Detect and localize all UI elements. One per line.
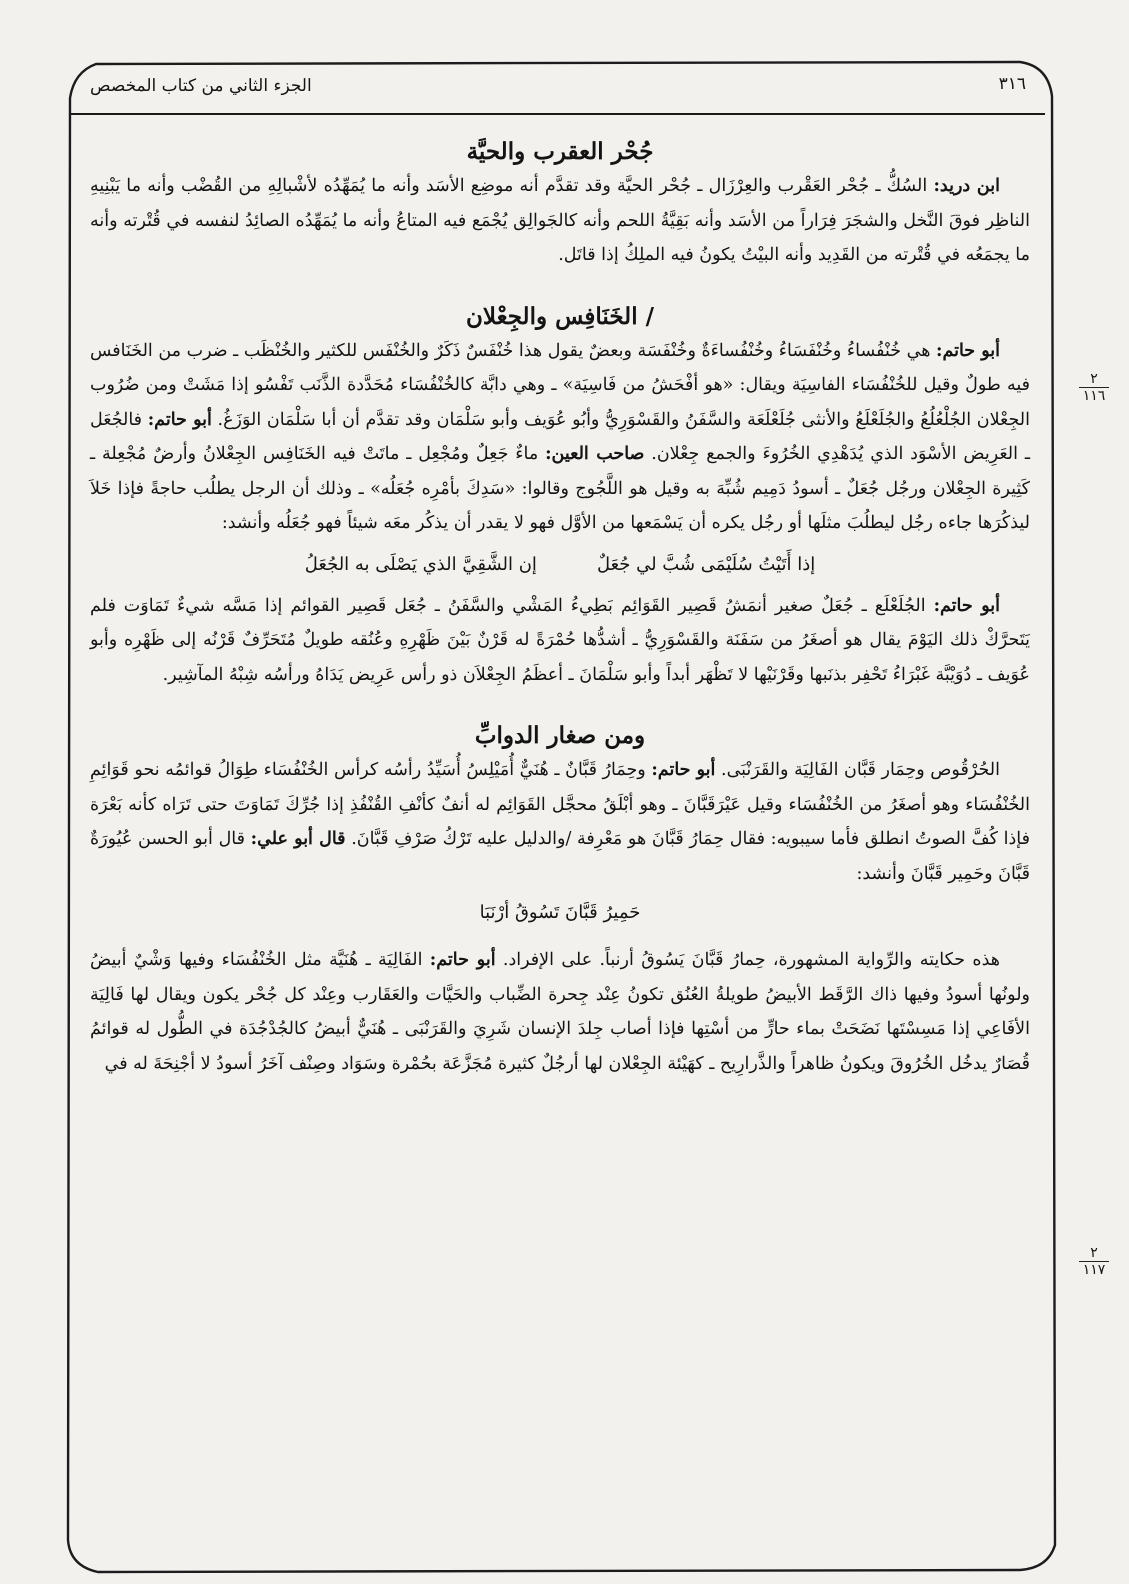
margin-ref-denominator: ١١٦ <box>1082 388 1106 404</box>
margin-ref-numerator: ٢ <box>1090 1245 1098 1261</box>
paragraph-text: السُكُّ ـ جُحْر العَقْرب والعِرْزَال ـ جُحْر الحيَّة وقد تقدَّم أنه موضِع الأسَد وأنه ما يُمَهِّدُه لأشْبالِهِ من القُضْب وأنه ما يَبْنِيهِ الناظِر فوقَ النَّخل والشجَرَ فِرَاراً من الأسَد وأنه بَقِيَّةُ اللحم وأنه كالجَوالِق يُجْمَع فيه المتاعُ وأنه ما يُمَهِّدُه الصائِدُ لنفسه في قُتْرته وأنه ما يجمَعُه في قُتْرته من القَدِيد وأنه البيْتُ يكونُ فيه الملِكُ إذا قاتَل. <box>90 176 1030 265</box>
book-title: الجزء الثاني من كتاب المخصص <box>90 76 312 96</box>
margin-reference <box>1079 1246 1109 1277</box>
paragraph-text: الحُرْقُوص وحِمَار قَبَّان الفَالِيَة والقَرَنْبَى. <box>715 760 1000 780</box>
paragraph <box>90 589 1030 693</box>
margin-reference <box>1079 372 1109 403</box>
margin-ref-numerator: ٢ <box>1090 371 1098 387</box>
poetry-verse: حَمِيرُ قَبَّانَ تَسُوقُ أرْنَبَا <box>479 902 641 923</box>
section-heading: جُحْر العقرب والحيَّة <box>466 138 654 165</box>
speaker-name: قال أبو علي: <box>250 829 346 849</box>
paragraph <box>90 943 1030 1081</box>
poetry-verse <box>90 547 1030 583</box>
speaker-name: ابن دريد: <box>933 176 1000 196</box>
header-rule <box>70 113 1045 115</box>
paragraph-text: هي خُنْفُساءُ وخُنْفَسَاءُ وخُنْفُساءَةٌ وخُنْفَسَة وبعضٌ يقول هذا خُنْفَسٌ ذَكَرٌ والخُنْفَس للكثير والخُنْظَب ـ ضرب من الخَنَافس فيه طولٌ وقيل للخُنْفُسَاء الفاسِيَة ويقال: «هو أفْحَشُ من فَاسِيَة» ـ وهي دابَّة كالخُنْفُسَاء مُحَدَّدة الذَّنَب تَفْسُو إذا مَشَتْ ومن ضُرُوب الجِعْلان الجُلْعُلُعُ والجُلَعْلَعُ والأنثى جُلَعْلَعَة والسَّفَنُ والقَسْوَرِيُّ وأبُو عُوَيف وأبو سَلْمَان وقد تقدَّم أن أبا سَلْمَان الوَزَغُ. <box>90 340 1030 430</box>
paragraph-text: وحِمَارُ قَبَّانٌ ـ هُنَيٌّ أُمَيْلِسُ أُسَيِّدُ رأسُه كرأس الخُنْفُسَاء طِوَالُ قوائمُه نحو قَوَائِمِ الخُنْفُسَاء وهو أصغَرُ من الخُنْفُسَاء وقيل عَيْرَقَبَّانَ ـ وهو أبْلَقُ محجَّل القَوَائِم له أنفٌ كأنْفِ القُنْفُذِ إذا جُرِّكَ تَمَاوَتَ حتى تَرَاه كأنه بَعْرَة فإذا كُفَّ الصوتُ انطلق فأما سيبويه: فقال حِمَارُ قَبَّانَ هو مَعْرِفة /والدليل عليه تَرْكُ صَرْفِ قَبَّانَ. <box>90 760 1031 849</box>
margin-ref-denominator: ١١٧ <box>1082 1262 1106 1278</box>
paragraph <box>90 753 1030 891</box>
paragraph-text: الفَالِيَة ـ هُنَيَّة مثل الخُنْفُسَاء وفيها وَشْيٌ أبيضُ ولونُها أسودُ وفيها ذاك الرَّقَط الأبيضُ طويلةُ العُنُق تكونُ عِنْد جِحرة الضِّباب والحَيَّات والعَقَارب وعِنْد كل جُحْر يكون ويقال لها فَالِيَة الأفَاعِي إذا مَسِسْتَها نَضَحَتْ بماء حارٍّ من أسْتِها فإذا أصاب جِلدَ الإنسان شَرِيَ والقَرَنْبَى ـ هُنَيٌّ أبيضُ كالجُدْجُدَة في الطُّول له قوائمُ قُصَارٌ يدخُل الخُرُوقَ ويكونُ ظاهراً والذَّرارِيح ـ كهَيْئة الجِعْلان لها أرجُلٌ كثيرة مُجَزَّعَة بحُمْرة وسَوَاد وصِنْف آخَرُ أسودُ لا أجْنِحَةَ له في <box>90 950 1030 1074</box>
paragraph-text: الجُلَعْلَع ـ جُعَلٌ صغير أنمَشُ قَصِير القَوَائِم بَطِيءُ المَشْي والسَّفَنُ ـ جُعَل قَصِير القوائم إذا مَسَّه شيءٌ تَمَاوَت فلم يَتَحرَّكْ ذلك اليَوْمَ يقال هو أصغَرُ من سَفَنَة والقَسْوَرِيُّ ـ أشدُّها حُمْرَةً له قَرْنٌ بَيْنَ ظَهْرِهِ وعُنُقه طويلٌ مُتَحَرِّفٌ قَرْنُه إلى ظَهْرِه وأبو عُوَيف ـ دُوَيْبَّة غَبْرَاءُ تَحْفِر بذنَبها وقَرْنَيْها لا تَظْهَر أبداً وأبو سَلْمَانَ ـ أعظَمُ الجِعْلاَن ذو رأس عَرِيض يَدَاهُ ورأسُه شِبْهُ المآشِير. <box>90 595 1030 685</box>
page-number: ٣١٦ <box>998 74 1026 94</box>
paragraph-text: ماءٌ جَعِلٌ ومُجْعِل ـ ماتَتْ فيه الخَنَافِس الجِعْلانُ وأرضٌ مُجْعِلة ـ كَثِيرة الجِعْلان ورجُل جُعَلٌ ـ أسودُ دَمِيم شُبِّهَ به وقيل هو اللَّجُوج وقالوا: «سَدِكَ بأمْرِه جُعَلُه» ـ وذلك أن الرجل يطلُب حاجةً فإذا خَلاَ ليذكُرَها جاءه رجُل ليطلُبَ مثلَها أو رجُل يكره أن يَسْمَعها من الأوَّل فهو لا يقدر أن يذكُر معَه شيئاً فهو جُعَلُه وأنشد: <box>90 444 1030 533</box>
speaker-name: أبو حاتم: <box>429 950 496 970</box>
speaker-name: صاحب العين: <box>545 444 645 464</box>
page-body <box>90 138 1030 1081</box>
section-heading: ومن صغار الدوابِّ <box>474 722 646 749</box>
verse-second-hemistich: إن الشَّقِيَّ الذي يَصْلَى به الجُعَلُ <box>304 553 537 575</box>
speaker-name: أبو حاتم: <box>147 409 212 430</box>
speaker-name: أبو حاتم: <box>936 340 1000 361</box>
running-head <box>90 68 1026 108</box>
paragraph <box>90 334 1030 541</box>
paragraph-text: قال أبو الحسن عُيُورَةٌ قَبَّانَ وحَمِير قَبَّانَ وأنشد: <box>90 829 1030 884</box>
speaker-name: أبو حاتم: <box>651 760 716 780</box>
speaker-name: أبو حاتم: <box>933 595 1000 616</box>
verse-first-hemistich: إذا أَتَيْتُ سُلَيْمَى شُبَّ لي جُعَلٌ <box>596 553 816 575</box>
section-heading: / الخَنَافِس والجِعْلان <box>466 302 654 330</box>
paragraph-text: فالجُعَل ـ العَرِيض الأسْوَد الذي يُدَهْدِي الخُرُوءَ والجمع جِعْلان. <box>90 409 1030 464</box>
paragraph <box>90 169 1030 273</box>
paragraph-text: هذه حكايته والرِّواية المشهورة، حِمارُ قَبَّانَ يَسُوقُ أرنباً. على الإفراد. <box>495 950 1001 970</box>
